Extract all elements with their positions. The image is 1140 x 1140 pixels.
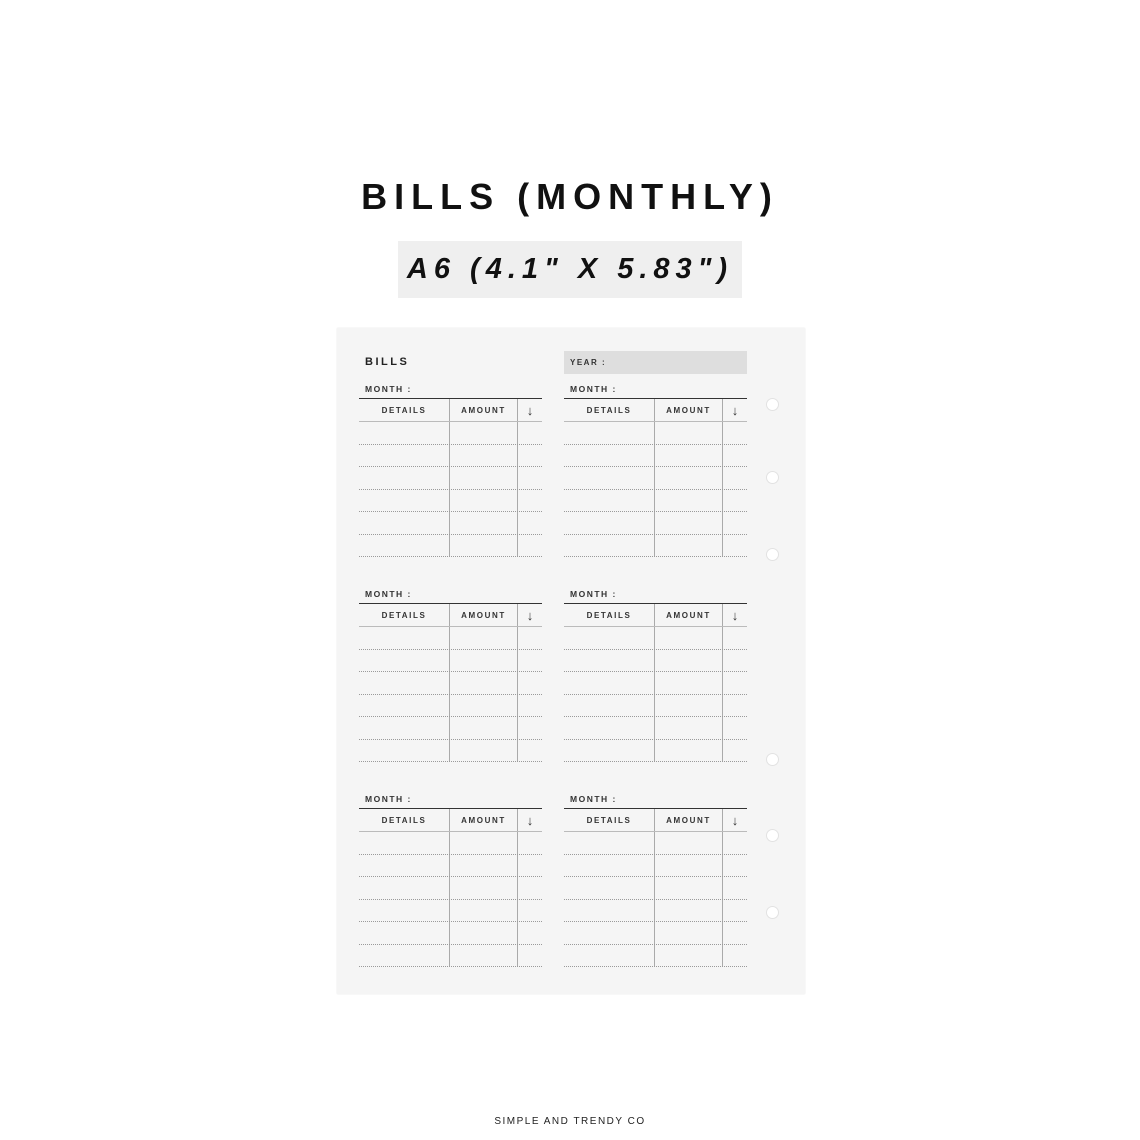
sheet-heading: BILLS [365, 356, 410, 368]
details-cell[interactable] [564, 877, 655, 899]
binder-hole [766, 753, 779, 766]
details-cell[interactable] [359, 922, 450, 944]
table-row [564, 855, 747, 878]
check-cell[interactable] [723, 490, 747, 512]
amount-cell[interactable] [655, 627, 723, 649]
amount-cell[interactable] [450, 900, 518, 922]
table-row [359, 945, 542, 968]
details-cell[interactable] [564, 717, 655, 739]
bill-table [564, 808, 747, 967]
check-cell[interactable] [518, 900, 542, 922]
details-cell[interactable] [359, 740, 450, 762]
table-row [564, 627, 747, 650]
bill-block [564, 587, 747, 762]
amount-cell[interactable] [655, 467, 723, 489]
arrow-down-icon: ↓ [526, 607, 534, 623]
year-field[interactable] [564, 351, 747, 374]
amount-header: AMOUNT [655, 809, 723, 831]
check-cell[interactable] [518, 832, 542, 854]
details-cell[interactable] [564, 672, 655, 694]
planner-sheet [337, 328, 805, 994]
details-cell[interactable] [564, 832, 655, 854]
table-row [359, 695, 542, 718]
amount-cell[interactable] [655, 945, 723, 967]
amount-cell[interactable] [655, 672, 723, 694]
check-cell[interactable] [518, 627, 542, 649]
check-cell[interactable] [723, 422, 747, 444]
table-row [359, 467, 542, 490]
details-cell[interactable] [359, 717, 450, 739]
check-cell[interactable] [723, 945, 747, 967]
month-label: MONTH : [365, 384, 412, 394]
check-cell[interactable] [518, 945, 542, 967]
amount-cell[interactable] [655, 650, 723, 672]
binder-hole [766, 548, 779, 561]
bill-table [564, 398, 747, 557]
bill-block [359, 792, 542, 967]
check-cell[interactable] [723, 695, 747, 717]
binder-hole [766, 398, 779, 411]
month-label: MONTH : [365, 794, 412, 804]
table-row [359, 717, 542, 740]
table-row [564, 422, 747, 445]
details-header: DETAILS [359, 809, 450, 831]
table-header [359, 809, 542, 832]
details-cell[interactable] [564, 627, 655, 649]
table-row [564, 717, 747, 740]
bill-table [564, 603, 747, 762]
table-row [564, 445, 747, 468]
amount-cell[interactable] [450, 422, 518, 444]
arrow-down-icon: ↓ [731, 607, 739, 623]
details-cell[interactable] [564, 422, 655, 444]
arrow-down-icon: ↓ [526, 402, 534, 418]
table-row [564, 900, 747, 923]
check-cell[interactable] [518, 672, 542, 694]
details-cell[interactable] [359, 900, 450, 922]
details-cell[interactable] [359, 627, 450, 649]
binder-hole [766, 471, 779, 484]
details-cell[interactable] [359, 877, 450, 899]
amount-cell[interactable] [450, 855, 518, 877]
amount-cell[interactable] [655, 855, 723, 877]
check-cell[interactable] [518, 695, 542, 717]
amount-cell[interactable] [655, 422, 723, 444]
table-row [359, 922, 542, 945]
amount-cell[interactable] [450, 467, 518, 489]
amount-cell[interactable] [655, 740, 723, 762]
details-header: DETAILS [564, 604, 655, 626]
details-cell[interactable] [564, 695, 655, 717]
check-cell[interactable] [518, 650, 542, 672]
details-cell[interactable] [359, 855, 450, 877]
table-row [359, 512, 542, 535]
amount-cell[interactable] [655, 490, 723, 512]
details-cell[interactable] [359, 490, 450, 512]
amount-cell[interactable] [655, 445, 723, 467]
bill-block [359, 382, 542, 557]
check-cell[interactable] [723, 467, 747, 489]
check-cell[interactable] [518, 490, 542, 512]
amount-cell[interactable] [450, 877, 518, 899]
details-cell[interactable] [564, 490, 655, 512]
table-row [564, 832, 747, 855]
month-label: MONTH : [570, 589, 617, 599]
table-row [564, 695, 747, 718]
table-row [564, 512, 747, 535]
table-header [564, 604, 747, 627]
arrow-down-icon: ↓ [731, 812, 739, 828]
details-header: DETAILS [564, 809, 655, 831]
amount-header: AMOUNT [450, 604, 518, 626]
amount-cell[interactable] [450, 717, 518, 739]
check-cell[interactable] [723, 535, 747, 557]
details-cell[interactable] [564, 945, 655, 967]
details-cell[interactable] [359, 832, 450, 854]
details-header: DETAILS [359, 399, 450, 421]
table-row [359, 422, 542, 445]
table-row [359, 672, 542, 695]
page-title: BILLS (MONTHLY) [361, 176, 779, 217]
table-row [564, 877, 747, 900]
check-cell[interactable] [518, 467, 542, 489]
check-cell[interactable] [518, 422, 542, 444]
check-cell[interactable] [518, 445, 542, 467]
amount-cell[interactable] [450, 535, 518, 557]
table-row [359, 877, 542, 900]
bill-table [359, 603, 542, 762]
details-cell[interactable] [359, 467, 450, 489]
amount-cell[interactable] [655, 877, 723, 899]
amount-cell[interactable] [655, 512, 723, 534]
table-row [564, 535, 747, 558]
bill-block [564, 792, 747, 967]
details-cell[interactable] [564, 650, 655, 672]
bill-block [564, 382, 747, 557]
table-row [564, 650, 747, 673]
amount-cell[interactable] [655, 832, 723, 854]
amount-cell[interactable] [450, 695, 518, 717]
table-row [359, 627, 542, 650]
binder-hole [766, 829, 779, 842]
check-cell[interactable] [723, 627, 747, 649]
table-row [564, 740, 747, 763]
check-cell[interactable] [723, 740, 747, 762]
amount-cell[interactable] [450, 627, 518, 649]
table-row [564, 467, 747, 490]
amount-header: AMOUNT [450, 809, 518, 831]
month-label: MONTH : [570, 794, 617, 804]
amount-cell[interactable] [450, 832, 518, 854]
details-cell[interactable] [564, 467, 655, 489]
details-cell[interactable] [564, 900, 655, 922]
check-cell[interactable] [723, 445, 747, 467]
amount-header: AMOUNT [450, 399, 518, 421]
amount-header: AMOUNT [655, 604, 723, 626]
table-row [359, 740, 542, 763]
amount-cell[interactable] [450, 512, 518, 534]
table-row [564, 672, 747, 695]
amount-cell[interactable] [655, 922, 723, 944]
table-header [359, 399, 542, 422]
amount-cell[interactable] [450, 672, 518, 694]
details-cell[interactable] [564, 855, 655, 877]
amount-cell[interactable] [655, 695, 723, 717]
details-cell[interactable] [359, 650, 450, 672]
check-cell[interactable] [518, 717, 542, 739]
details-cell[interactable] [564, 445, 655, 467]
brand-footer: SIMPLE AND TRENDY CO [494, 1116, 646, 1127]
size-badge [398, 241, 742, 298]
table-row [359, 445, 542, 468]
amount-cell[interactable] [450, 445, 518, 467]
details-header: DETAILS [359, 604, 450, 626]
details-cell[interactable] [359, 422, 450, 444]
details-cell[interactable] [564, 535, 655, 557]
details-cell[interactable] [359, 445, 450, 467]
table-row [564, 490, 747, 513]
amount-cell[interactable] [450, 740, 518, 762]
month-label: MONTH : [570, 384, 617, 394]
arrow-down-icon: ↓ [731, 402, 739, 418]
table-row [359, 650, 542, 673]
bill-table [359, 398, 542, 557]
table-row [564, 945, 747, 968]
check-cell[interactable] [723, 717, 747, 739]
amount-cell[interactable] [655, 717, 723, 739]
check-cell[interactable] [518, 922, 542, 944]
check-cell[interactable] [518, 740, 542, 762]
check-cell[interactable] [518, 877, 542, 899]
table-row [359, 900, 542, 923]
details-cell[interactable] [564, 512, 655, 534]
table-row [359, 490, 542, 513]
size-label: A6 (4.1" X 5.83") [406, 253, 734, 285]
details-cell[interactable] [359, 945, 450, 967]
amount-cell[interactable] [655, 900, 723, 922]
details-cell[interactable] [564, 740, 655, 762]
check-cell[interactable] [723, 512, 747, 534]
table-row [359, 832, 542, 855]
details-cell[interactable] [359, 672, 450, 694]
table-header [359, 604, 542, 627]
check-cell[interactable] [723, 672, 747, 694]
table-header [564, 399, 747, 422]
bill-table [359, 808, 542, 967]
table-row [564, 922, 747, 945]
check-cell[interactable] [723, 922, 747, 944]
details-cell[interactable] [359, 512, 450, 534]
details-cell[interactable] [564, 922, 655, 944]
amount-header: AMOUNT [655, 399, 723, 421]
amount-cell[interactable] [450, 490, 518, 512]
check-cell[interactable] [723, 900, 747, 922]
table-row [359, 535, 542, 558]
details-cell[interactable] [359, 695, 450, 717]
month-label: MONTH : [365, 589, 412, 599]
amount-cell[interactable] [655, 535, 723, 557]
details-cell[interactable] [359, 535, 450, 557]
amount-cell[interactable] [450, 922, 518, 944]
binder-hole [766, 906, 779, 919]
year-label: YEAR : [570, 358, 607, 367]
amount-cell[interactable] [450, 945, 518, 967]
check-cell[interactable] [518, 535, 542, 557]
arrow-down-icon: ↓ [526, 812, 534, 828]
amount-cell[interactable] [450, 650, 518, 672]
check-cell[interactable] [723, 877, 747, 899]
check-cell[interactable] [723, 832, 747, 854]
table-header [564, 809, 747, 832]
bill-block [359, 587, 542, 762]
check-cell[interactable] [723, 855, 747, 877]
table-row [359, 855, 542, 878]
check-cell[interactable] [518, 855, 542, 877]
check-cell[interactable] [723, 650, 747, 672]
check-cell[interactable] [518, 512, 542, 534]
details-header: DETAILS [564, 399, 655, 421]
